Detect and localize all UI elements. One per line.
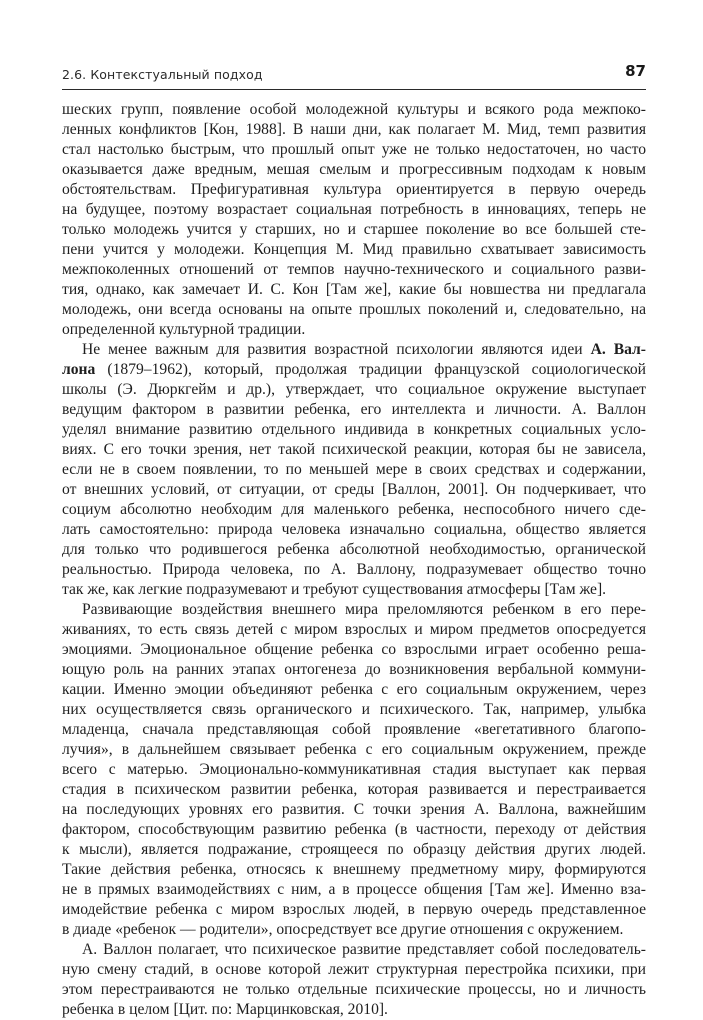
- text-line: [62, 340, 646, 360]
- text-line: лать самостоятельно: природа человека изначально социальна, общество является: [62, 521, 646, 538]
- text-line: тия, однако, как замечает И. С. Кон [Там же], какие бы новшества ни предлагала: [62, 281, 646, 298]
- text-line: социум абсолютно необходим для маленького ребенка, неспособного ничего сде-: [62, 501, 646, 518]
- text-line: в диаде «ребенок — родители», опосредствует все другие отношения с окружением.: [62, 921, 624, 938]
- text-line: уделял внимание развитию отдельного индивида в конкретных социальных усло-: [62, 421, 646, 438]
- header-rule: [62, 89, 646, 90]
- text-line: фактором, способствующим развитию ребенка (в частности, переходу от действия: [62, 821, 646, 838]
- text-line: этом перестраиваются не только отдельные психические процессы, но и личность: [62, 981, 646, 998]
- text-line: только молодежь учится у старших, но и старшее поколение во все большей сте-: [62, 221, 646, 238]
- body-text: [62, 100, 646, 1020]
- paragraph: [62, 100, 646, 340]
- text-line: молодежь, они всегда основаны на опыте прошлых поколений и, следовательно, на: [62, 301, 646, 318]
- text-line: лучия», в дальнейшем связывает ребенка с его социальным окружением, прежде: [62, 741, 646, 758]
- author-name-bold: А. Вал-: [590, 341, 646, 358]
- text-line: стадия в психическом развитии ребенка, которая развивается и перестраивается: [62, 781, 646, 798]
- author-name-bold: лона: [62, 361, 96, 378]
- text-line: шеских групп, появление особой молодежной культуры и всякого рода межпоко-: [62, 101, 646, 118]
- text-line: Такие действия ребенка, относясь к внешнему предметному миру, формируются: [62, 861, 646, 878]
- text-line: межпоколенных отношений от темпов научно-технического и социального разви-: [62, 261, 646, 278]
- text-line: ющую роль на ранних этапах онтогенеза до возникновения вербальной коммуни-: [62, 661, 646, 678]
- text-line: так же, как легкие подразумевают и требуют существования атмосферы [Там же].: [62, 581, 607, 598]
- text-line: на будущее, поэтому возрастает социальная потребность в инновациях, теперь не: [62, 201, 646, 218]
- text-line: Развивающие воздействия внешнего мира преломляются ребенком в его пере-: [82, 601, 646, 618]
- text-line: реальностью. Природа человека, по А. Валлону, подразумевает общество точно: [62, 561, 646, 578]
- text-line: всего с матерью. Эмоционально-коммуникативная стадия выступает как первая: [62, 761, 646, 778]
- text-line: них осуществляется связь органического и психического. Так, например, улыбка: [62, 701, 646, 718]
- text-run: Не менее важным для развития возрастной психологии являются идеи: [82, 341, 591, 358]
- text-line: от внешних условий, от ситуации, от среды [Валлон, 2001]. Он подчеркивает, что: [62, 481, 646, 498]
- running-head: [62, 62, 646, 84]
- text-line: не в прямых взаимодействиях с ним, а в процессе общения [Там же]. Именно вза-: [62, 881, 646, 898]
- text-line: обстоятельствам. Префигуративная культура ориентируется в первую очередь: [62, 181, 646, 198]
- text-line: к мысли), является подражание, строящееся по образцу действия других людей.: [62, 841, 646, 858]
- paragraph: [62, 600, 646, 940]
- text-line: имодействие ребенка с миром взрослых людей, в первую очередь представленное: [62, 901, 646, 918]
- text-line: ребенка в целом [Цит. по: Марцинковская, 2010].: [62, 1001, 388, 1018]
- text-line: ную смену стадий, в основе которой лежит структурная перестройка психики, при: [62, 961, 646, 978]
- text-line: младенца, сначала представляющая собой проявление «вегетативного благопо-: [62, 721, 646, 738]
- text-line: для только что родившегося ребенка абсолютной необходимостью, органической: [62, 541, 646, 558]
- text-line: кации. Именно эмоции объединяют ребенка с его социальным окружением, через: [62, 681, 646, 698]
- text-line: школы (Э. Дюркгейм и др.), утверждает, что социальное окружение выступает: [62, 381, 646, 398]
- text-line: определенной культурной традиции.: [62, 321, 306, 338]
- text-line: пени учится у молодежи. Концепция М. Мид правильно схватывает зависимость: [62, 241, 646, 258]
- paragraph: [62, 340, 646, 600]
- section-title: 2.6. Контекстуальный подход: [62, 67, 263, 82]
- text-line: если не в своем появлении, то по меньшей мере в своих средствах и содержании,: [62, 461, 646, 478]
- text-line: на последующих уровнях его развития. С точки зрения А. Валлона, важнейшим: [62, 801, 646, 818]
- text-run: (1879–1962), который, продолжая традиции французской социологической: [95, 361, 646, 378]
- text-line: ведущим фактором в развитии ребенка, его интеллекта и личности. А. Валлон: [62, 401, 646, 418]
- page-number: 87: [625, 62, 646, 80]
- text-line: эмоциями. Эмоциональное общение ребенка со взрослыми играет особенно реша-: [62, 641, 646, 658]
- text-line: стал настолько быстрым, что прошлый опыт уже не только недостаточен, но часто: [62, 141, 646, 158]
- text-line: виях. С его точки зрения, нет такой психической реакции, которая бы не зависела,: [62, 441, 646, 458]
- paragraph: [62, 940, 646, 1020]
- text-line: А. Валлон полагает, что психическое развитие представляет собой последователь-: [82, 941, 646, 958]
- text-line: живаниях, то есть связь детей с миром взрослых и миром предметов опосредуется: [62, 621, 646, 638]
- text-line: ленных конфликтов [Кон, 1988]. В наши дни, как полагает М. Мид, темп развития: [62, 121, 646, 138]
- text-line: [62, 360, 646, 380]
- text-line: оказывается даже вредным, мешая смелым и прогрессивным подходам к новым: [62, 161, 646, 178]
